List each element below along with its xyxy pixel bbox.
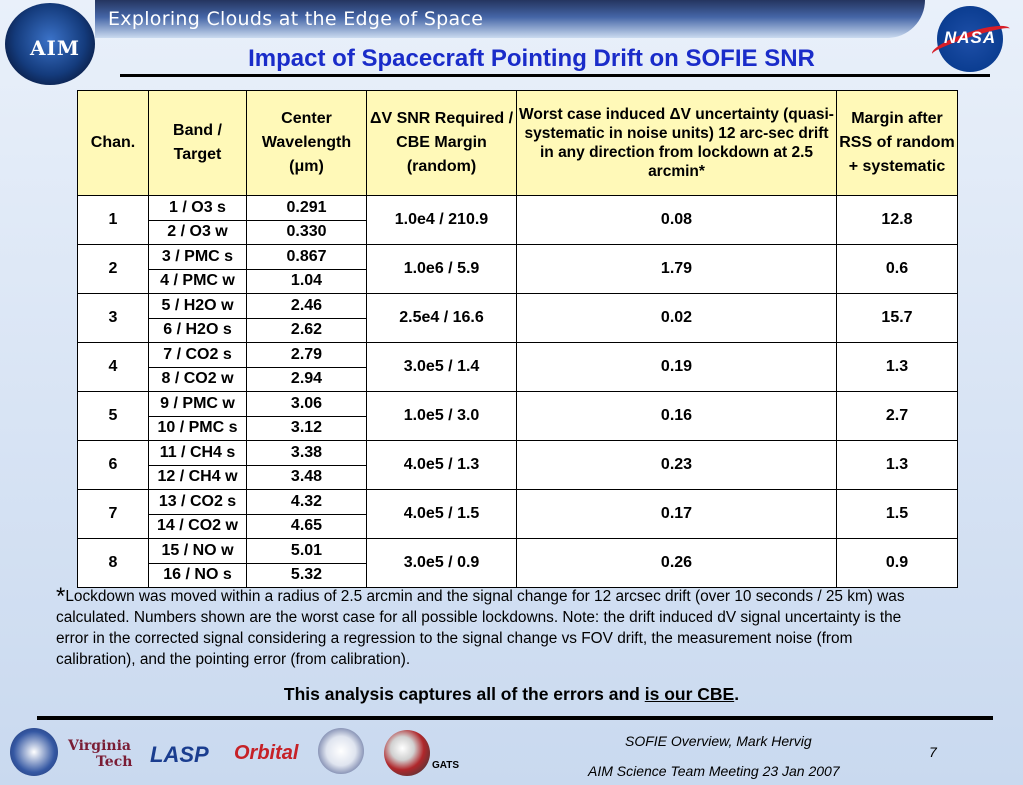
university-seal-logo — [10, 728, 58, 776]
band-cell: 11 / CH4 s — [149, 441, 247, 466]
virginia-tech-logo — [68, 738, 132, 770]
uncertainty-cell: 0.08 — [517, 196, 837, 245]
table-body — [78, 196, 958, 588]
footer-author: SOFIE Overview, Mark Hervig — [625, 733, 812, 749]
margin-cell: 15.7 — [837, 294, 958, 343]
footnote — [56, 583, 936, 670]
band-cell: 15 / NO w — [149, 539, 247, 564]
table-row — [78, 294, 958, 319]
wavelength-cell: 5.32 — [247, 563, 367, 588]
vt-line2: Tech — [96, 754, 133, 770]
uncertainty-cell: 0.17 — [517, 490, 837, 539]
band-cell: 12 / CH4 w — [149, 465, 247, 490]
margin-cell: 1.3 — [837, 343, 958, 392]
wavelength-cell: 2.62 — [247, 318, 367, 343]
chan-cell: 8 — [78, 539, 149, 588]
conclusion-prefix: This analysis captures all of the errors and — [283, 684, 645, 704]
snr-table — [77, 90, 958, 588]
band-cell: 7 / CO2 s — [149, 343, 247, 368]
uncertainty-cell: 0.02 — [517, 294, 837, 343]
snr-cell: 3.0e5 / 1.4 — [367, 343, 517, 392]
wavelength-cell: 0.291 — [247, 196, 367, 221]
wavelength-cell: 4.65 — [247, 514, 367, 539]
uncertainty-cell: 0.23 — [517, 441, 837, 490]
compass-logo — [318, 728, 364, 774]
band-cell: 2 / O3 w — [149, 220, 247, 245]
wavelength-cell: 3.48 — [247, 465, 367, 490]
header-margin: Margin after RSS of random + systematic — [837, 91, 958, 196]
margin-cell: 0.6 — [837, 245, 958, 294]
partner-logos — [8, 724, 478, 784]
chan-cell: 4 — [78, 343, 149, 392]
band-cell: 10 / PMC s — [149, 416, 247, 441]
gats-mark-logo — [384, 730, 430, 776]
uncertainty-cell: 1.79 — [517, 245, 837, 294]
wavelength-cell: 3.38 — [247, 441, 367, 466]
band-cell: 14 / CO2 w — [149, 514, 247, 539]
table-row — [78, 441, 958, 466]
title-divider — [120, 74, 990, 77]
band-cell: 5 / H2O w — [149, 294, 247, 319]
chan-cell: 1 — [78, 196, 149, 245]
orbital-logo: Orbital — [234, 742, 299, 764]
table-row — [78, 343, 958, 368]
band-cell: 1 / O3 s — [149, 196, 247, 221]
chan-cell: 3 — [78, 294, 149, 343]
nasa-logo-text: NASA — [944, 28, 997, 47]
uncertainty-cell: 0.19 — [517, 343, 837, 392]
uncertainty-cell: 0.16 — [517, 392, 837, 441]
snr-cell: 1.0e6 / 5.9 — [367, 245, 517, 294]
header-chan: Chan. — [78, 91, 149, 196]
wavelength-cell: 0.867 — [247, 245, 367, 270]
band-cell: 8 / CO2 w — [149, 367, 247, 392]
footer-divider — [37, 716, 993, 720]
band-cell: 4 / PMC w — [149, 269, 247, 294]
margin-cell: 1.5 — [837, 490, 958, 539]
gats-logo-text: GATS — [432, 760, 460, 771]
band-cell: 9 / PMC w — [149, 392, 247, 417]
aim-logo-text: AIM — [30, 36, 81, 60]
snr-cell: 1.0e4 / 210.9 — [367, 196, 517, 245]
snr-cell: 3.0e5 / 0.9 — [367, 539, 517, 588]
chan-cell: 2 — [78, 245, 149, 294]
header-band: Band / Target — [149, 91, 247, 196]
band-cell: 16 / NO s — [149, 563, 247, 588]
band-cell: 13 / CO2 s — [149, 490, 247, 515]
chan-cell: 5 — [78, 392, 149, 441]
snr-cell: 2.5e4 / 16.6 — [367, 294, 517, 343]
margin-cell: 1.3 — [837, 441, 958, 490]
footnote-text: Lockdown was moved within a radius of 2.5 arcmin and the signal change for 12 arcsec drift (over 10 seconds / 25 km) was calculated. Numbers shown are the worst case for all possible lockdowns. Note: the drift induced dV signal uncertainty is the error in the corrected signal considering a regression to the signal change vs FOV drift, the measurement noise (from calibration), and the pointing error (from calibration). — [56, 588, 905, 668]
wavelength-cell: 2.79 — [247, 343, 367, 368]
uncertainty-cell: 0.26 — [517, 539, 837, 588]
wavelength-cell: 3.12 — [247, 416, 367, 441]
table-row — [78, 245, 958, 270]
wavelength-cell: 2.46 — [247, 294, 367, 319]
wavelength-cell: 4.32 — [247, 490, 367, 515]
footnote-star: * — [56, 583, 66, 610]
conclusion — [0, 684, 1023, 705]
margin-cell: 0.9 — [837, 539, 958, 588]
wavelength-cell: 3.06 — [247, 392, 367, 417]
header-tagline: Exploring Clouds at the Edge of Space — [108, 8, 484, 30]
table-header-row — [78, 91, 958, 196]
chan-cell: 7 — [78, 490, 149, 539]
slide-title: Impact of Spacecraft Pointing Drift on SOFIE SNR — [248, 45, 815, 72]
wavelength-cell: 0.330 — [247, 220, 367, 245]
header-snr: ΔV SNR Required / CBE Margin (random) — [367, 91, 517, 196]
margin-cell: 12.8 — [837, 196, 958, 245]
band-cell: 6 / H2O s — [149, 318, 247, 343]
chan-cell: 6 — [78, 441, 149, 490]
header-wavelength: Center Wavelength (μm) — [247, 91, 367, 196]
footer-meeting: AIM Science Team Meeting 23 Jan 2007 — [588, 763, 840, 779]
vt-line1: Virginia — [68, 738, 131, 754]
conclusion-emphasis: is our CBE — [644, 684, 735, 704]
page-number: 7 — [929, 744, 937, 760]
wavelength-cell: 5.01 — [247, 539, 367, 564]
table-row — [78, 490, 958, 515]
snr-cell: 1.0e5 / 3.0 — [367, 392, 517, 441]
table-row — [78, 196, 958, 221]
table-row — [78, 539, 958, 564]
conclusion-suffix: . — [734, 684, 740, 704]
wavelength-cell: 1.04 — [247, 269, 367, 294]
lasp-logo: LASP — [150, 742, 209, 767]
band-cell: 3 / PMC s — [149, 245, 247, 270]
margin-cell: 2.7 — [837, 392, 958, 441]
snr-cell: 4.0e5 / 1.3 — [367, 441, 517, 490]
snr-cell: 4.0e5 / 1.5 — [367, 490, 517, 539]
header-uncertainty: Worst case induced ΔV uncertainty (quasi-systematic in noise units) 12 arc-sec drift in any direction from lockdown at 2.5 arcmin* — [517, 91, 837, 196]
table-row — [78, 392, 958, 417]
wavelength-cell: 2.94 — [247, 367, 367, 392]
